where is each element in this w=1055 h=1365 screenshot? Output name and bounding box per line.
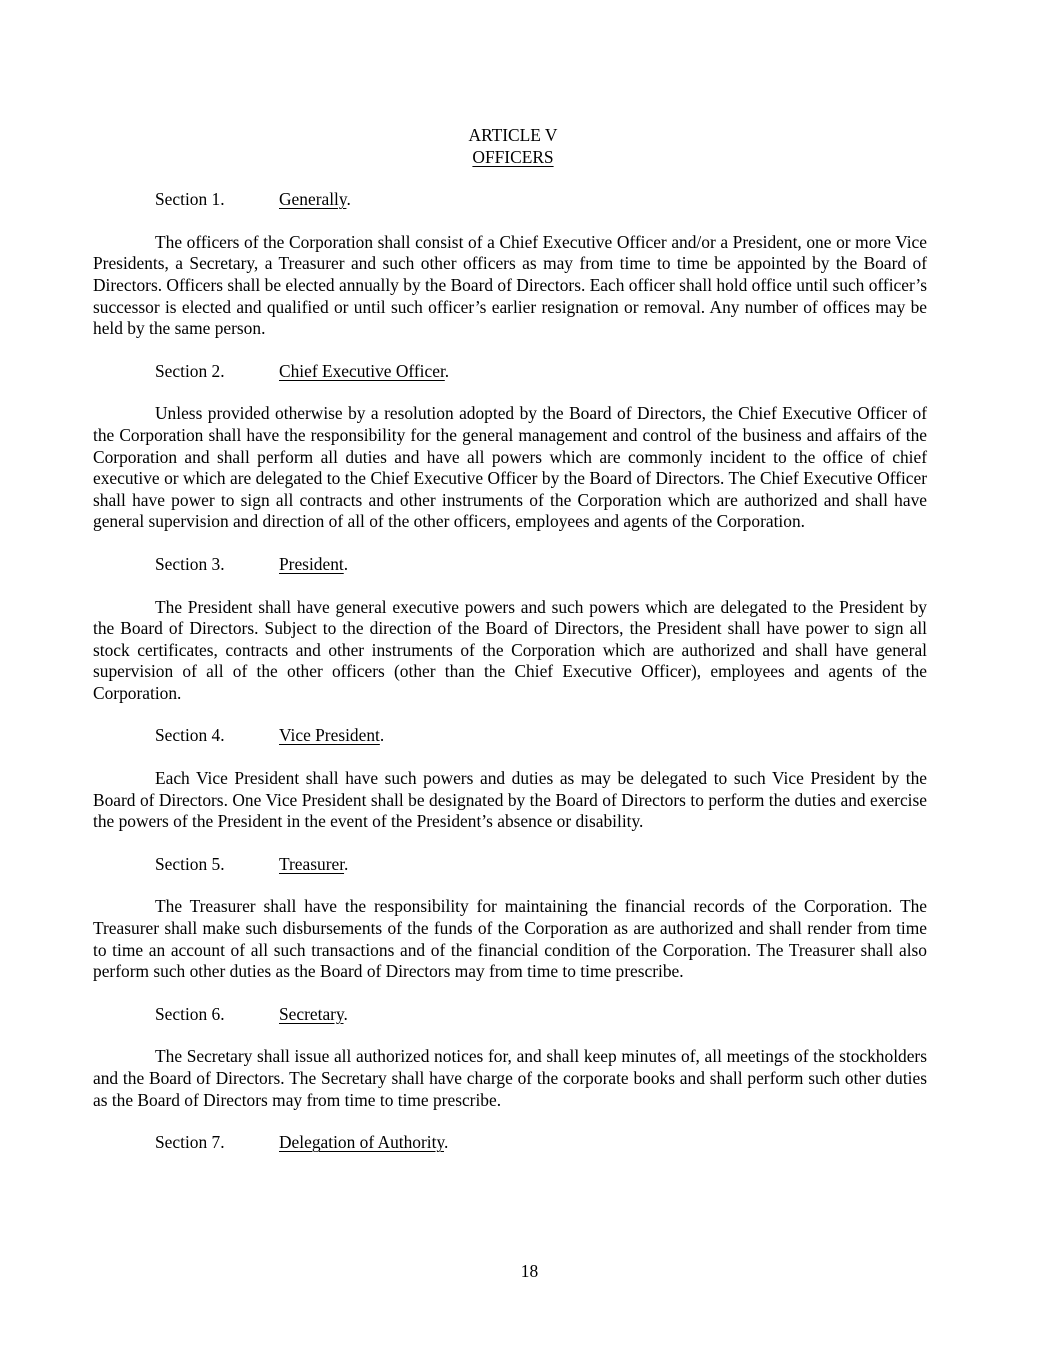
page-number: 18 xyxy=(520,1261,539,1281)
section-title-punct: . xyxy=(343,1003,348,1024)
section-heading xyxy=(93,854,927,876)
section-title-punct: . xyxy=(379,725,385,746)
page-content xyxy=(93,125,927,1154)
section-number: Section 5. xyxy=(155,853,225,874)
section-title: Chief Executive Officer xyxy=(279,360,445,381)
section-title: Generally xyxy=(279,189,347,210)
section-number: Section 7. xyxy=(155,1132,225,1153)
section-title-punct: . xyxy=(444,1132,449,1153)
section-title: Treasurer xyxy=(279,853,345,874)
section-heading xyxy=(93,554,927,576)
section-title-punct: . xyxy=(343,553,349,574)
section-number: Section 3. xyxy=(155,553,225,574)
section-heading xyxy=(93,189,927,211)
section-number: Section 6. xyxy=(155,1003,225,1024)
section-title-punct: . xyxy=(444,360,450,381)
section-body: The officers of the Corporation shall consist of a Chief Executive Officer and/or a President, one or more Vice Presidents, a Secretary, a Treasurer and such other officers as may from time to time be appointed by the Board of Directors. Officers shall be elected annually by the Board of Directors. Each officer shall hold office until such officer’s successor is elected and qualified or until such officer’s earlier resignation or removal. Any number of offices may be held by the same person. xyxy=(93,231,927,339)
section-body: The Secretary shall issue all authorized notices for, and shall keep minutes of, all meetings of the stockholders and the Board of Directors. The Secretary shall have charge of the corporate books and shall perform such other duties as the Board of Directors may from time to time prescribe. xyxy=(93,1046,927,1110)
section-body: Each Vice President shall have such powers and duties as may be delegated to such Vice President by the Board of Directors. One Vice President shall be designated by the Board of Directors to perform the duties and exercise the powers of the President in the event of the President’s absence or disability. xyxy=(93,768,927,832)
section-number: Section 2. xyxy=(155,360,225,381)
section-heading xyxy=(93,361,927,383)
section-title-punct: . xyxy=(346,189,351,210)
section-title: President xyxy=(279,553,344,574)
section-title: Secretary xyxy=(279,1003,344,1024)
article-number: ARTICLE V xyxy=(468,125,558,145)
article-title-line xyxy=(93,147,927,169)
section-body: The President shall have general executive powers and such powers which are delegated to the President by the Board of Directors. Subject to the direction of the Board of Directors, the President shall have power to sign all stock certificates, contracts and other instruments of the Corporation which are authorized and shall have general supervision of all of the other officers (other than the Chief Executive Officer), employees and agents of the Corporation. xyxy=(93,596,927,703)
section-title-punct: . xyxy=(344,853,349,874)
section-body: The Treasurer shall have the responsibility for maintaining the financial records of the Corporation. The Treasurer shall make such disbursements of the funds of the Corporation as are authorized and shall render from time to time an account of all such transactions and of the financial condition of the Corporation. The Treasurer shall also perform such other duties as the Board of Directors may from time to time prescribe. xyxy=(93,896,927,982)
section-title: Delegation of Authority xyxy=(279,1132,445,1153)
section-number: Section 1. xyxy=(155,189,225,210)
section-heading xyxy=(93,1132,927,1154)
section-title: Vice President xyxy=(279,725,380,746)
section-number: Section 4. xyxy=(155,725,225,746)
section-heading xyxy=(93,1004,927,1026)
section-body: Unless provided otherwise by a resolution adopted by the Board of Directors, the Chief Executive Officer of the Corporation shall have the responsibility for the general management and control of the business and affairs of the Corporation and shall perform all duties and have all powers which are commonly incident to the office of chief executive or which are delegated to the Chief Executive Officer by the Board of Directors. The Chief Executive Officer shall have power to sign all contracts and other instruments of the Corporation which are authorized and shall have general supervision and direction of all of the other officers, employees and agents of the Corporation. xyxy=(93,403,927,532)
article-title: OFFICERS xyxy=(472,146,554,167)
section-heading xyxy=(93,725,927,747)
